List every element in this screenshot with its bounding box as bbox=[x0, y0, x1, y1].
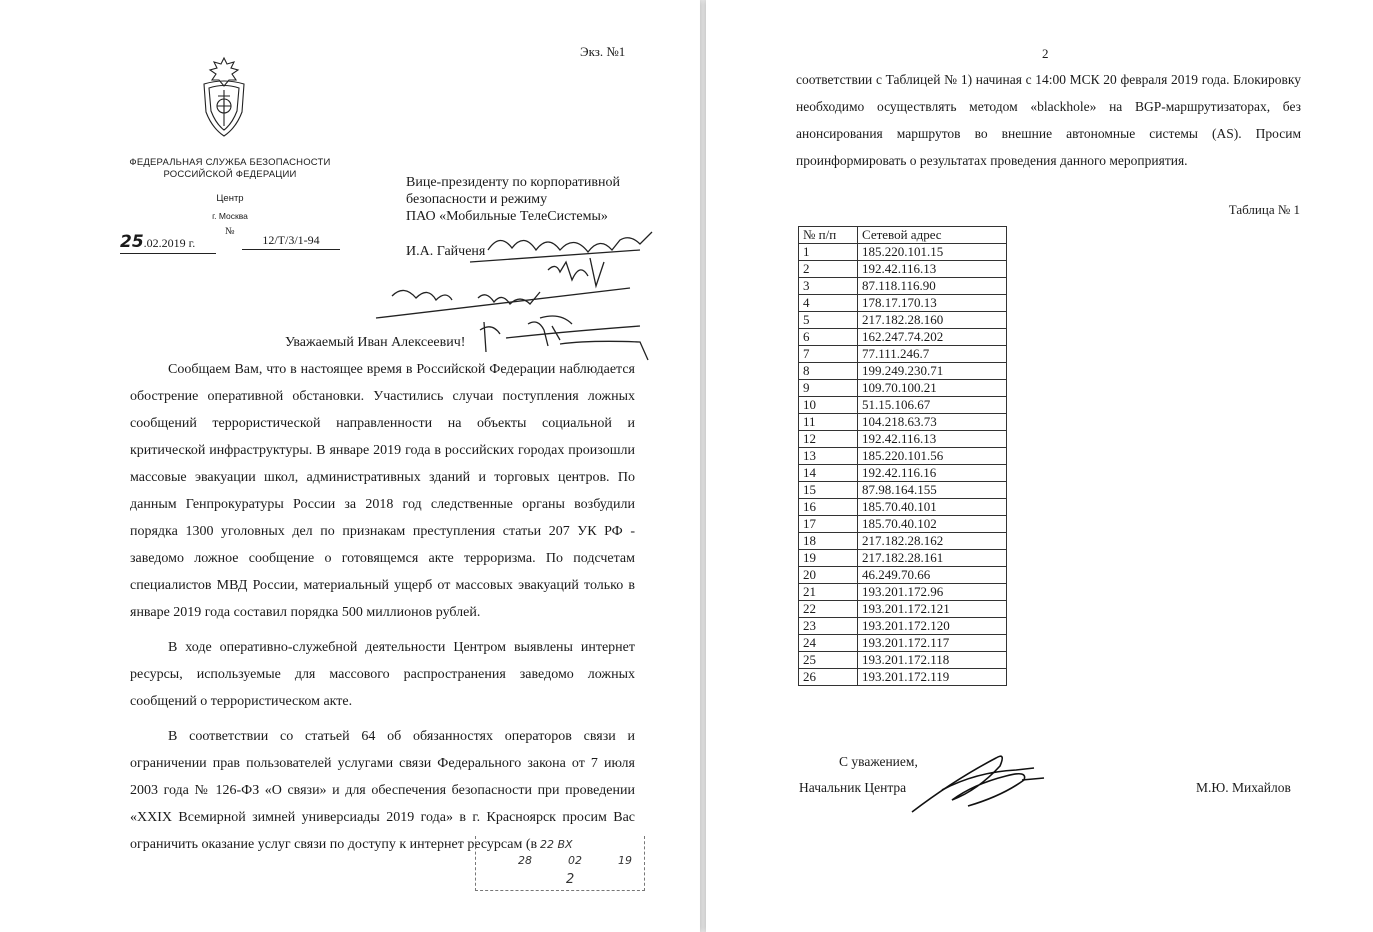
header-address: Сетевой адрес bbox=[858, 227, 1007, 244]
row-index: 8 bbox=[799, 363, 858, 380]
center-label: Центр bbox=[216, 193, 244, 204]
paragraph-1: Сообщаем Вам, что в настоящее время в Российской Федерации наблюдается обострение оперативной обстановки. Участились случаи поступления ложных сообщений террористической направленности на объекты социальной и критической инфраструктуры. В январе 2019 года в российских городах произошли массовые эвакуации школ, административных зданий и торговых центров. По данным Генпрокуратуры России за 2018 год следственные органы возбудили порядка 1300 уголовных дел по признакам преступления статьи 207 УК РФ - заведомо ложное сообщение о готовящемся акте терроризма. По подсчетам специалистов МВД России, материальный ущерб от массовых эвакуаций только в январе 2019 года составил порядка 500 миллионов рублей. bbox=[130, 362, 635, 620]
letter-page-2 bbox=[706, 0, 1373, 932]
row-index: 15 bbox=[799, 482, 858, 499]
row-ip-address: 185.220.101.15 bbox=[858, 244, 1007, 261]
agency-line-2: РОССИЙСКОЙ ФЕДЕРАЦИИ bbox=[163, 169, 297, 180]
paragraph-2: В ходе оперативно-служебной деятельности Центром выявлены интернет ресурсы, используемые для массового распространения заведомо ложных сообщений о террористическом акте. bbox=[130, 640, 635, 709]
row-ip-address: 104.218.63.73 bbox=[858, 414, 1007, 431]
stamp-pages: 2 bbox=[566, 872, 575, 887]
row-ip-address: 193.201.172.117 bbox=[858, 635, 1007, 652]
row-index: 17 bbox=[799, 516, 858, 533]
row-ip-address: 199.249.230.71 bbox=[858, 363, 1007, 380]
row-index: 22 bbox=[799, 601, 858, 618]
table-row bbox=[799, 533, 1007, 550]
row-index: 21 bbox=[799, 584, 858, 601]
addressee-line-3: ПАО «Мобильные ТелеСистемы» bbox=[406, 209, 608, 224]
row-ip-address: 185.70.40.102 bbox=[858, 516, 1007, 533]
stamp-day: 28 bbox=[518, 854, 532, 867]
addressee-name: И.А. Гайченя bbox=[406, 244, 486, 259]
table-row bbox=[799, 448, 1007, 465]
addressee-line-1: Вице-президенту по корпоративной bbox=[406, 175, 620, 190]
row-index: 18 bbox=[799, 533, 858, 550]
table-row bbox=[799, 567, 1007, 584]
agency-header bbox=[120, 157, 340, 181]
continuation-text: соответствии с Таблицей № 1) начиная с 14:00 МСК 20 февраля 2019 года. Блокировку необходимо осуществлять методом «blackhole» на BGP-маршрутизаторах, без анонсирования маршрутов во внешние автономные системы (AS). Просим проинформировать о результатах проведения данного мероприятия. bbox=[796, 72, 1301, 168]
row-index: 25 bbox=[799, 652, 858, 669]
table-row bbox=[799, 397, 1007, 414]
fsb-emblem-icon bbox=[196, 56, 252, 140]
table-row bbox=[799, 414, 1007, 431]
signer-name: М.Ю. Михайлов bbox=[1196, 780, 1291, 795]
row-index: 19 bbox=[799, 550, 858, 567]
row-ip-address: 193.201.172.121 bbox=[858, 601, 1007, 618]
row-ip-address: 193.201.172.96 bbox=[858, 584, 1007, 601]
paragraph-3: В соответствии со статьей 64 об обязанностях операторов связи и ограничении прав пользователей услугами связи Федерального закона от 7 июля 2003 года № 126-ФЗ «О связи» и для обеспечения безопасности при проведении «XXIX Всемирной зимней универсиады 2019 года» в г. Красноярск просим Вас ограничить оказание услуг связи по доступу к интернет ресурсам (в bbox=[130, 729, 635, 852]
table-row bbox=[799, 346, 1007, 363]
ip-address-table bbox=[798, 226, 1007, 686]
row-index: 24 bbox=[799, 635, 858, 652]
table-row bbox=[799, 278, 1007, 295]
registration-stamp bbox=[475, 836, 645, 891]
row-ip-address: 192.42.116.13 bbox=[858, 261, 1007, 278]
table-row bbox=[799, 431, 1007, 448]
stamp-year: 19 bbox=[618, 854, 632, 867]
row-ip-address: 185.220.101.56 bbox=[858, 448, 1007, 465]
row-ip-address: 87.118.116.90 bbox=[858, 278, 1007, 295]
table-row bbox=[799, 584, 1007, 601]
row-ip-address: 193.201.172.118 bbox=[858, 652, 1007, 669]
row-index: 7 bbox=[799, 346, 858, 363]
row-index: 26 bbox=[799, 669, 858, 686]
row-ip-address: 192.42.116.13 bbox=[858, 431, 1007, 448]
table-row bbox=[799, 635, 1007, 652]
row-ip-address: 87.98.164.155 bbox=[858, 482, 1007, 499]
row-ip-address: 77.111.246.7 bbox=[858, 346, 1007, 363]
signer-title: Начальник Центра bbox=[799, 780, 907, 795]
table-row bbox=[799, 499, 1007, 516]
row-index: 11 bbox=[799, 414, 858, 431]
table-row bbox=[799, 618, 1007, 635]
row-index: 1 bbox=[799, 244, 858, 261]
row-ip-address: 193.201.172.119 bbox=[858, 669, 1007, 686]
row-index: 9 bbox=[799, 380, 858, 397]
addressee-block bbox=[406, 174, 620, 225]
closing-phrase: С уважением, bbox=[839, 754, 918, 769]
row-index: 3 bbox=[799, 278, 858, 295]
row-ip-address: 185.70.40.101 bbox=[858, 499, 1007, 516]
letter-date bbox=[120, 232, 216, 254]
table-row bbox=[799, 482, 1007, 499]
row-ip-address: 51.15.106.67 bbox=[858, 397, 1007, 414]
row-ip-address: 192.42.116.16 bbox=[858, 465, 1007, 482]
table-row bbox=[799, 601, 1007, 618]
table-row bbox=[799, 329, 1007, 346]
header-index: № п/п bbox=[799, 227, 858, 244]
row-ip-address: 217.182.28.161 bbox=[858, 550, 1007, 567]
row-index: 12 bbox=[799, 431, 858, 448]
salutation: Уважаемый Иван Алексеевич! bbox=[285, 335, 466, 350]
row-index: 4 bbox=[799, 295, 858, 312]
letter-body bbox=[130, 356, 635, 858]
stamp-line-1: 22 ВХ bbox=[540, 838, 573, 851]
table-row bbox=[799, 295, 1007, 312]
table-row bbox=[799, 669, 1007, 686]
table-row bbox=[799, 312, 1007, 329]
table-row bbox=[799, 550, 1007, 567]
page-number: 2 bbox=[1042, 46, 1049, 61]
table-body bbox=[799, 244, 1007, 686]
agency-line-1: ФЕДЕРАЛЬНАЯ СЛУЖБА БЕЗОПАСНОСТИ bbox=[129, 157, 331, 168]
table-row bbox=[799, 363, 1007, 380]
row-index: 14 bbox=[799, 465, 858, 482]
row-index: 10 bbox=[799, 397, 858, 414]
date-day-handwritten: 25 bbox=[120, 232, 144, 252]
table-row bbox=[799, 465, 1007, 482]
table-row bbox=[799, 261, 1007, 278]
table-caption: Таблица № 1 bbox=[1228, 202, 1300, 217]
table-row bbox=[799, 244, 1007, 261]
city-label: г. Москва bbox=[212, 211, 248, 221]
row-index: 13 bbox=[799, 448, 858, 465]
copy-number: Экз. №1 bbox=[580, 44, 626, 59]
row-index: 16 bbox=[799, 499, 858, 516]
row-ip-address: 46.249.70.66 bbox=[858, 567, 1007, 584]
row-ip-address: 217.182.28.162 bbox=[858, 533, 1007, 550]
table-row bbox=[799, 380, 1007, 397]
row-index: 5 bbox=[799, 312, 858, 329]
row-index: 6 bbox=[799, 329, 858, 346]
date-rest: .02.2019 г. bbox=[143, 236, 196, 250]
row-ip-address: 217.182.28.160 bbox=[858, 312, 1007, 329]
addressee-line-2: безопасности и режиму bbox=[406, 192, 548, 207]
stamp-month: 02 bbox=[568, 854, 582, 867]
table-header-row bbox=[799, 227, 1007, 244]
letter-number: 12/Т/3/1-94 bbox=[242, 233, 340, 250]
row-index: 23 bbox=[799, 618, 858, 635]
row-ip-address: 109.70.100.21 bbox=[858, 380, 1007, 397]
row-ip-address: 178.17.170.13 bbox=[858, 295, 1007, 312]
table-row bbox=[799, 652, 1007, 669]
row-index: 20 bbox=[799, 567, 858, 584]
row-ip-address: 193.201.172.120 bbox=[858, 618, 1007, 635]
row-index: 2 bbox=[799, 261, 858, 278]
number-sign: № bbox=[225, 226, 235, 237]
row-ip-address: 162.247.74.202 bbox=[858, 329, 1007, 346]
table-row bbox=[799, 516, 1007, 533]
